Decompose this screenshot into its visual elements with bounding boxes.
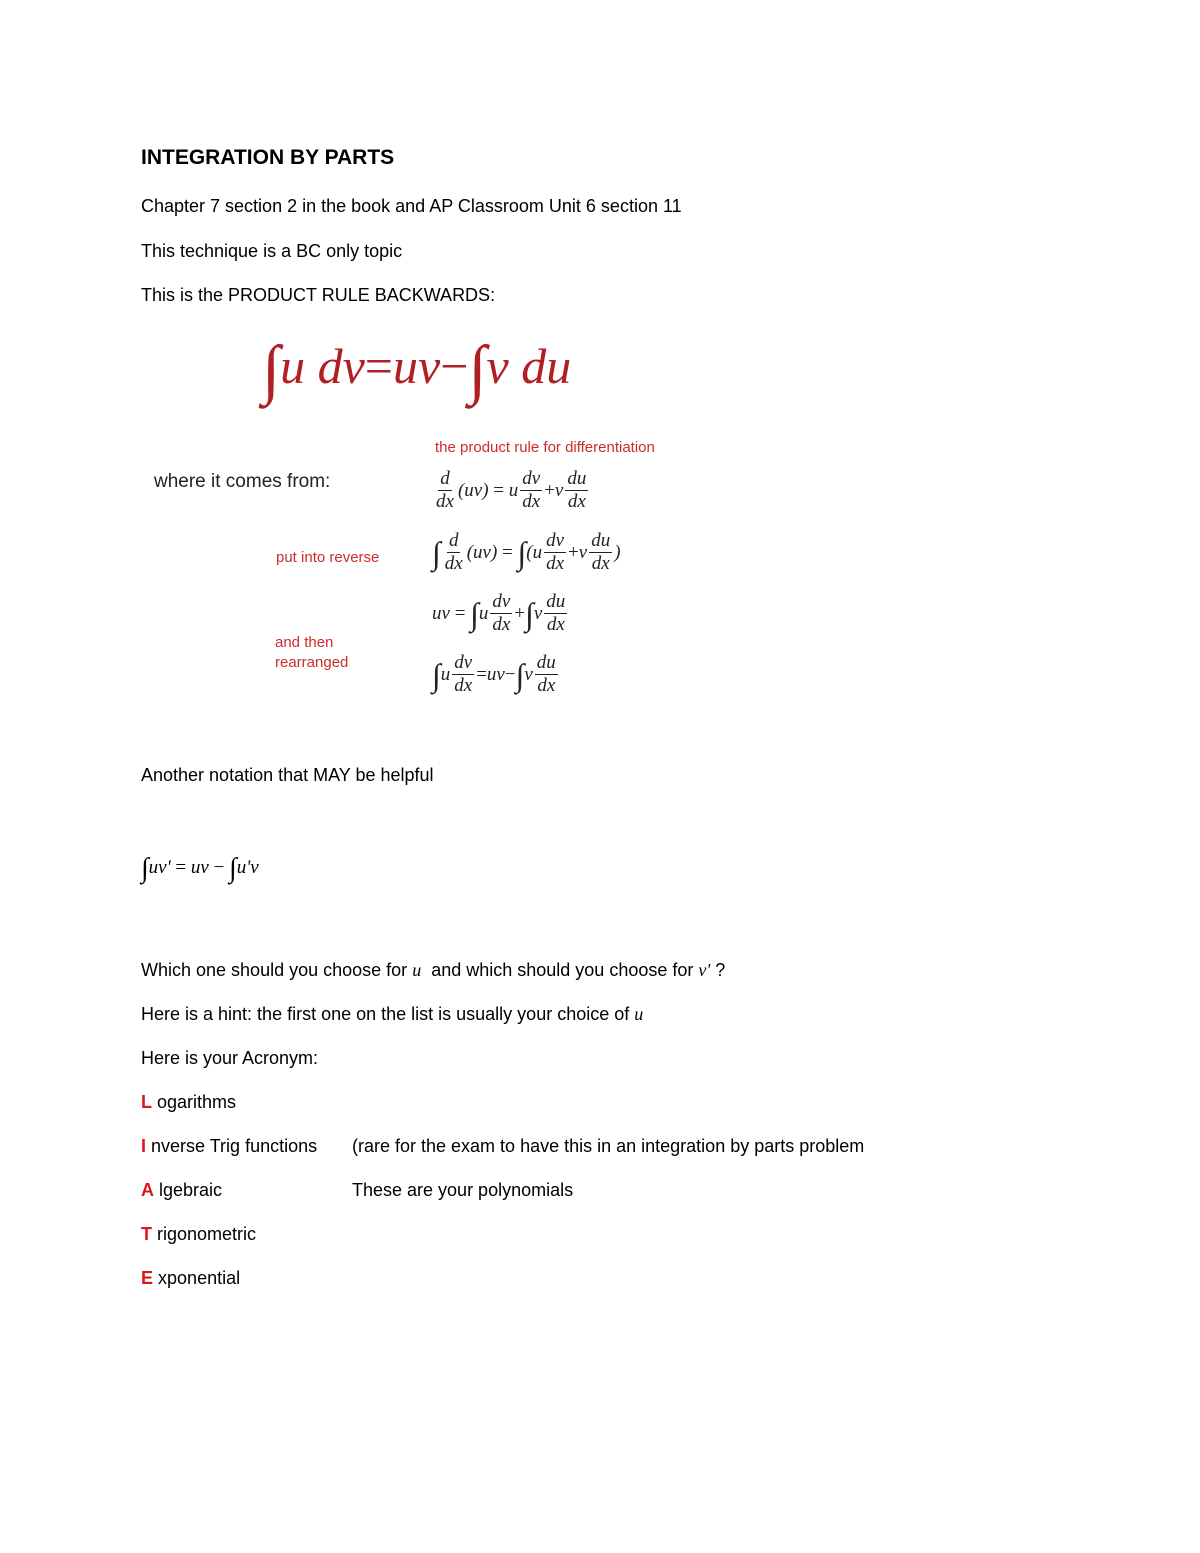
derivation-eq-1: $\frac{d}{dx}$ (uv) = u $\frac{dv}{dx}$ + v $\frac{du}{dx}$ — [436, 468, 587, 512]
intro-line-1: Chapter 7 section 2 in the book and AP Classroom Unit 6 section 11 — [141, 196, 682, 216]
acronym-label: Here is your Acronym: — [141, 1048, 319, 1068]
derivation-eq-4: ∫ u $\frac{dv}{dx}$ = uv − ∫ v $\frac{du}{dx}$ — [432, 652, 556, 696]
intro-line-2: This technique is a BC only topic — [141, 241, 403, 261]
integral-sign-icon: ∫ — [517, 534, 527, 571]
integral-sign-icon: ∫ — [141, 853, 149, 884]
integral-sign-icon: ∫ — [262, 333, 281, 406]
put-into-reverse-label: put into reverse — [276, 549, 380, 566]
integration-by-parts-formula: ∫u dv=uv−∫v du — [262, 333, 572, 406]
integral-sign-icon: ∫ — [470, 595, 479, 632]
acronym-note-inverse-trig: (rare for the exam to have this in an integration by parts problem — [352, 1136, 865, 1156]
integral-sign-icon: ∫ — [229, 853, 237, 884]
acronym-item-exponential: E xponential — [141, 1268, 241, 1288]
notation-formula: ∫uv' = uv − ∫u'v — [141, 853, 259, 884]
hint-line: Here is a hint: the first one on the list is usually your choice of u — [141, 1004, 644, 1024]
derivation-eq-3: uv = ∫ u $\frac{dv}{dx}$ + ∫ v $\frac{du}{dx}$ — [432, 591, 566, 635]
and-then-rearranged-label: and then rearranged — [275, 634, 349, 671]
integral-sign-icon: ∫ — [432, 534, 441, 571]
where-it-comes-from-label: where it comes from: — [154, 471, 331, 492]
choice-question: Which one should you choose for u and which should you choose for v' ? — [141, 960, 726, 980]
page-title: INTEGRATION BY PARTS — [141, 146, 395, 169]
acronym-item-inverse-trig: I nverse Trig functions — [141, 1136, 318, 1156]
acronym-note-algebraic: These are your polynomials — [352, 1180, 574, 1200]
derivation-eq-2: ∫ $\frac{d}{dx}$ (uv) = ∫ (u $\frac{dv}{dx}$ + v $\frac{du}{dx}$ ) — [432, 530, 621, 574]
integral-sign-icon: ∫ — [515, 656, 525, 693]
intro-line-3: This is the PRODUCT RULE BACKWARDS: — [141, 285, 496, 305]
integral-sign-icon: ∫ — [432, 656, 441, 693]
acronym-item-logarithms: L ogarithms — [141, 1092, 237, 1112]
integral-sign-icon: ∫ — [468, 333, 487, 406]
derivation-heading: the product rule for differentiation — [435, 439, 655, 456]
notation-label: Another notation that MAY be helpful — [141, 765, 434, 785]
acronym-item-algebraic: A lgebraic — [141, 1180, 223, 1200]
integral-sign-icon: ∫ — [525, 595, 534, 632]
acronym-item-trigonometric: T rigonometric — [141, 1224, 257, 1244]
